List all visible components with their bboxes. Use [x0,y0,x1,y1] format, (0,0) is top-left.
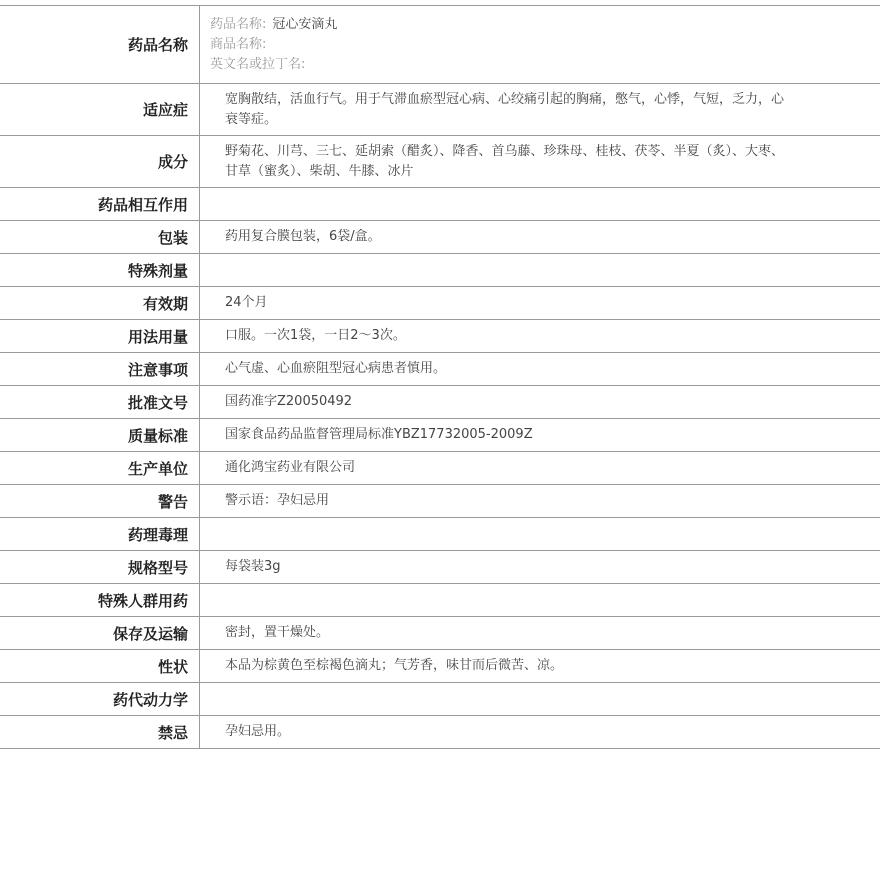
row-label: 药品相互作用 [0,188,200,220]
table-row-storage [0,617,880,650]
row-label: 质量标准 [0,419,200,451]
row-label: 警告 [0,485,200,517]
storage-text: 密封，置干燥处。 [225,625,330,640]
contraindications-text: 孕妇忌用。 [225,724,291,739]
row-label: 成分 [0,136,200,187]
trade-name-label: 商品名称: [210,36,267,52]
approval-number-text: 国药准字Z20050492 [225,394,353,409]
generic-name-value: 冠心安滴丸 [272,16,338,32]
row-value [200,716,880,748]
table-row-warning [0,485,880,518]
row-value [200,221,880,253]
table-row-special-populations [0,584,880,617]
table-row-description [0,650,880,683]
table-row-contraindications [0,716,880,749]
table-row-special-dosage [0,254,880,287]
row-label: 特殊人群用药 [0,584,200,616]
drug-info-table [0,5,880,749]
table-row-pharmacology [0,518,880,551]
drug-names-cell [200,6,337,83]
row-value [200,650,880,682]
description-text: 本品为棕黄色至棕褐色滴丸；气芳香，味甘而后微苦、凉。 [225,658,564,673]
row-label: 注意事项 [0,353,200,385]
row-label: 规格型号 [0,551,200,583]
english-name-line [210,55,337,75]
table-row-indications [0,84,880,136]
table-row-precautions [0,353,880,386]
row-value [200,386,880,418]
row-value [200,617,880,649]
trade-name-line [210,35,337,55]
generic-name-line [210,15,337,35]
row-value [200,452,880,484]
row-label: 批准文号 [0,386,200,418]
shelf-life-text: 24个月 [225,295,268,310]
packaging-text: 药用复合膜包装，6袋/盒。 [225,229,381,244]
table-row-pharmacokinetics [0,683,880,716]
row-label: 药代动力学 [0,683,200,715]
row-value [200,353,880,385]
usage-text: 口服。一次1袋，一日2～3次。 [225,328,406,343]
row-value [200,188,880,220]
row-label: 禁忌 [0,716,200,748]
table-row-drug-name [0,6,880,84]
row-label: 包装 [0,221,200,253]
row-label: 适应症 [0,84,200,135]
table-row-ingredients [0,136,880,188]
table-row-shelf-life [0,287,880,320]
warning-text: 警示语：孕妇忌用 [225,493,330,508]
row-label: 生产单位 [0,452,200,484]
row-value [200,320,880,352]
manufacturer-text: 通化鸿宝药业有限公司 [225,460,356,475]
row-value [200,84,880,135]
table-row-packaging [0,221,880,254]
quality-standard-text: 国家食品药品监督管理局标准YBZ17732005-2009Z [225,427,533,442]
row-label: 性状 [0,650,200,682]
row-value [200,683,880,715]
row-value [200,518,880,550]
row-label: 用法用量 [0,320,200,352]
row-value [200,254,880,286]
table-row-interactions [0,188,880,221]
precautions-text: 心气虚、心血瘀阻型冠心病患者慎用。 [225,361,447,376]
row-value [200,485,880,517]
english-name-label: 英文名或拉丁名: [210,56,306,72]
row-label: 特殊剂量 [0,254,200,286]
row-label: 药理毒理 [0,518,200,550]
row-value [200,584,880,616]
row-value [200,419,880,451]
row-label: 有效期 [0,287,200,319]
table-row-specification [0,551,880,584]
row-value [200,287,880,319]
row-value [200,136,880,187]
generic-name-label: 药品名称: [210,16,267,32]
table-row-manufacturer [0,452,880,485]
table-row-approval-number [0,386,880,419]
table-row-quality-standard [0,419,880,452]
ingredients-text: 野菊花、川芎、三七、延胡索（醋炙）、降香、首乌藤、珍珠母、桂枝、茯苓、半夏（炙）、大枣、甘草（蜜炙）、柴胡、牛膝、冰片 [225,143,785,179]
table-row-usage [0,320,880,353]
row-value [200,551,880,583]
specification-text: 每袋装3g [225,559,281,574]
row-label: 药品名称 [0,6,200,83]
row-label: 保存及运输 [0,617,200,649]
indications-text: 宽胸散结，活血行气。用于气滞血瘀型冠心病、心绞痛引起的胸痛，憋气，心悸，气短，乏力，心衰等症。 [225,91,785,127]
